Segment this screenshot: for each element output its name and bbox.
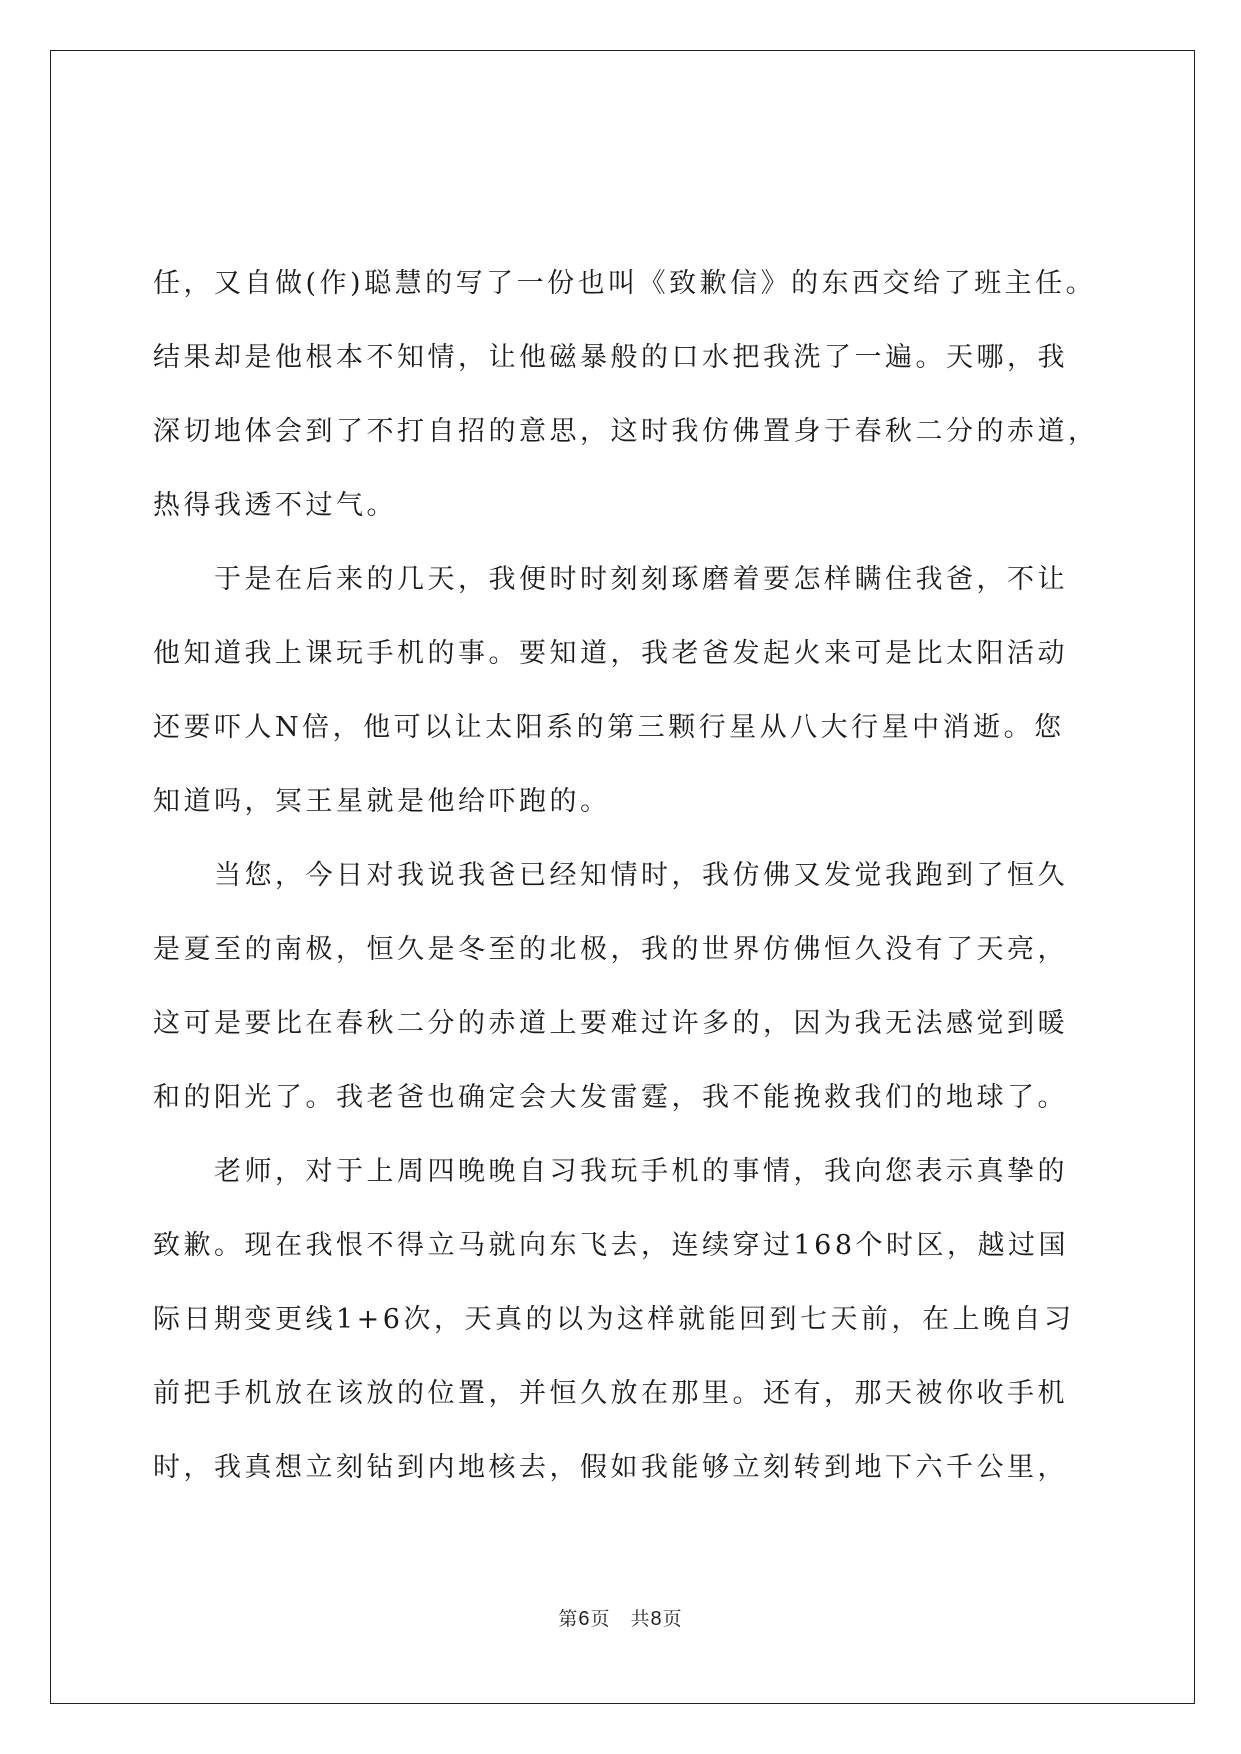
text-line: 当您，今日对我说我爸已经知情时，我仿佛又发觉我跑到了恒久	[153, 860, 1068, 891]
text-line: 和的阳光了。我老爸也确定会大发雷霆，我不能挽救我们的地球了。	[153, 1082, 1068, 1113]
text-line: 际日期变更线1+6次，天真的以为这样就能回到七天前，在上晚自习	[153, 1304, 1075, 1335]
text-line: 结果却是他根本不知情，让他磁暴般的口水把我洗了一遍。天哪，我	[153, 342, 1068, 373]
text-line: 是夏至的南极，恒久是冬至的北极，我的世界仿佛恒久没有了天亮，	[153, 934, 1068, 965]
current-page-number: 6	[578, 1608, 591, 1630]
text-line: 前把手机放在该放的位置，并恒久放在那里。还有，那天被你收手机	[153, 1378, 1068, 1409]
footer-suffix: 页	[662, 1608, 683, 1630]
text-line: 致歉。现在我恨不得立马就向东飞去，连续穿过168个时区，越过国	[153, 1230, 1070, 1261]
text-line: 他知道我上课玩手机的事。要知道，我老爸发起火来可是比太阳活动	[153, 638, 1068, 669]
footer-prefix: 第	[558, 1608, 579, 1630]
text-line: 老师，对于上周四晚晚自习我玩手机的事情，我向您表示真挚的	[153, 1156, 1068, 1187]
total-page-number: 8	[650, 1608, 663, 1630]
text-line: 热得我透不过气。	[153, 490, 397, 521]
text-line: 这可是要比在春秋二分的赤道上要难过许多的，因为我无法感觉到暖	[153, 1008, 1068, 1039]
text-line: 还要吓人N倍，他可以让太阳系的第三颗行星从八大行星中消逝。您	[153, 712, 1065, 743]
text-line: 于是在后来的几天，我便时时刻刻琢磨着要怎样瞒住我爸，不让	[153, 564, 1068, 595]
text-line: 知道吗，冥王星就是他给吓跑的。	[153, 786, 611, 817]
text-line: 深切地体会到了不打自招的意思，这时我仿佛置身于春秋二分的赤道，	[153, 416, 1099, 447]
page-footer	[0, 1604, 1241, 1631]
footer-middle: 页 共	[590, 1608, 651, 1630]
document-body	[153, 247, 1099, 1505]
text-line: 时，我真想立刻钻到内地核去，假如我能够立刻转到地下六千公里，	[153, 1452, 1068, 1483]
text-line: 任，又自做(作)聪慧的写了一份也叫《致歉信》的东西交给了班主任。	[153, 268, 1097, 299]
